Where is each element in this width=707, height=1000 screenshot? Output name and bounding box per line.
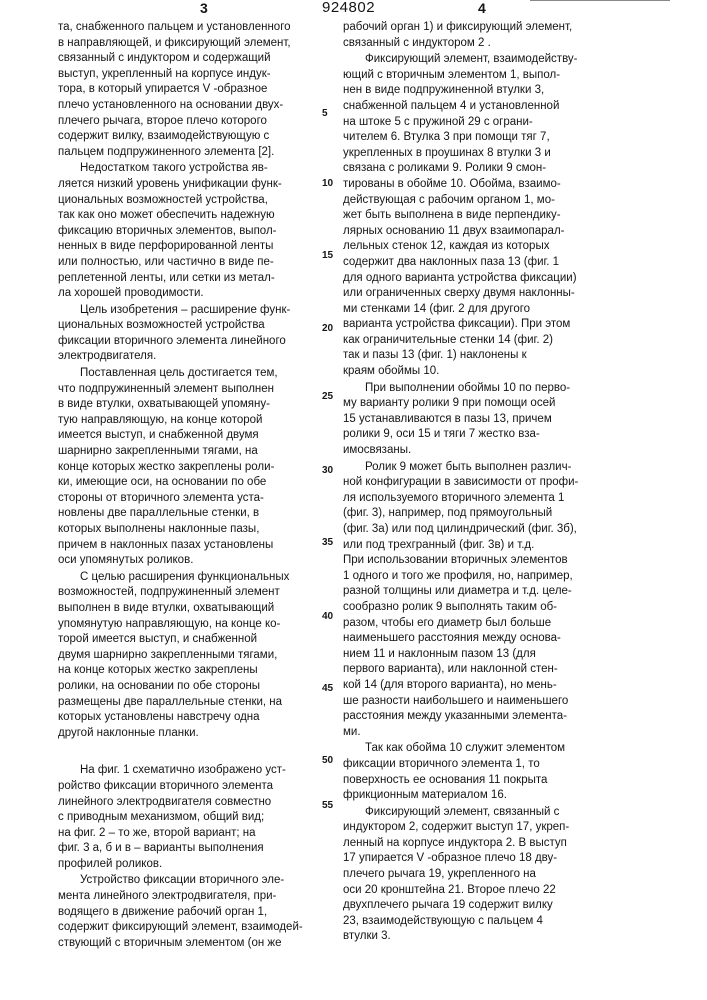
- paragraph: [58, 161, 310, 301]
- text-line: При выполнении обоймы 10 по перво-: [343, 381, 643, 397]
- text-line: пальцем подпружиненного элемента [2].: [58, 145, 310, 161]
- text-line: фиг. 3 а, б и в – варианты выполнения: [58, 841, 310, 857]
- paragraph: [343, 805, 643, 945]
- text-line: чителем 6. Втулка 3 при помощи тяг 7,: [343, 130, 643, 146]
- text-line: ленный на корпусе индуктора 2. В выступ: [343, 836, 643, 852]
- text-line: поверхность ее основания 11 покрыта: [343, 773, 643, 789]
- text-line: Так как обойма 10 служит элементом: [343, 741, 643, 757]
- text-line: ше разности наибольшего и наименьшего: [343, 694, 643, 710]
- text-line: нием 11 и наклонным пазом 13 (для: [343, 647, 643, 663]
- text-line: или под трехгранный (фиг. 3в) и т.д.: [343, 538, 643, 554]
- text-line: на конце которых жестко закреплены: [58, 663, 310, 679]
- paragraph: [343, 20, 643, 51]
- text-line: 23, взаимодействующую с пальцем 4: [343, 914, 643, 930]
- text-line: тированы в обойме 10. Обойма, взаимо-: [343, 177, 643, 193]
- text-line: Недостатком такого устройства яв-: [58, 161, 310, 177]
- text-line: стороны от вторичного элемента уста-: [58, 491, 310, 507]
- text-line: наименьшего расстояния между основа-: [343, 631, 643, 647]
- text-line: что подпружиненный элемент выполнен: [58, 382, 310, 398]
- text-line: ми.: [343, 725, 643, 741]
- text-line: в направляющей, и фиксирующий элемент,: [58, 36, 310, 52]
- text-line: рабочий орган 1) и фиксирующий элемент,: [343, 20, 643, 36]
- line-number: 30: [322, 465, 333, 477]
- text-line: содержит два наклонных паза 13 (фиг. 1: [343, 255, 643, 271]
- text-line: му варианту ролики 9 при помощи осей: [343, 396, 643, 412]
- text-line: фиксации вторичного элемента линейного: [58, 334, 310, 350]
- text-line: разом, чтобы его диаметр был больше: [343, 616, 643, 632]
- text-line: на фиг. 2 – то же, второй вариант; на: [58, 826, 310, 842]
- text-line: которых выполнены наклонные пазы,: [58, 522, 310, 538]
- text-line: плечего рычага 19, укрепленного на: [343, 867, 643, 883]
- line-number: 45: [322, 683, 333, 695]
- left-text-column: [58, 20, 310, 952]
- text-line: нен в виде подпружиненной втулки 3,: [343, 83, 643, 99]
- text-line: тора, в который упирается V -образное: [58, 82, 310, 98]
- text-line: лельных стенок 12, каждая из которых: [343, 239, 643, 255]
- text-line: плечо установленного на основании двух-: [58, 98, 310, 114]
- text-line: содержит фиксирующий элемент, взаимодей-: [58, 920, 310, 936]
- text-line: Ролик 9 может быть выполнен различ-: [343, 460, 643, 476]
- line-number: 5: [322, 108, 328, 120]
- text-line: выполнен в виде втулки, охватывающий: [58, 601, 310, 617]
- text-line: оси 20 кронштейна 21. Второе плечо 22: [343, 883, 643, 899]
- text-line: ройство фиксации вторичного элемента: [58, 779, 310, 795]
- text-line: ролики 9, оси 15 и тяги 7 жестко вза-: [343, 427, 643, 443]
- text-line: циональных возможностей устройства,: [58, 193, 310, 209]
- text-line: снабженной пальцем 4 и установленной: [343, 99, 643, 115]
- text-line: ки, имеющие оси, на основании по обе: [58, 475, 310, 491]
- paragraph: [343, 741, 643, 803]
- text-line: фиксацию вторичных элементов, выпол-: [58, 224, 310, 240]
- text-line: причем в наклонных пазах установлены: [58, 538, 310, 554]
- text-line: (фиг. 3а) или под цилиндрический (фиг. 3б),: [343, 522, 643, 538]
- text-line: 1 одного и того же профиля, но, например,: [343, 569, 643, 585]
- text-line: индуктором 2, содержит выступ 17, укреп-: [343, 820, 643, 836]
- text-line: в виде втулки, охватывающей упомяну-: [58, 397, 310, 413]
- text-line: ной конфигурации в зависимости от профи-: [343, 475, 643, 491]
- text-line: или ограниченных сверху двумя наклонны-: [343, 286, 643, 302]
- text-line: для одного варианта устройства фиксации): [343, 271, 643, 287]
- text-line: ляется низкий уровень унификации функ-: [58, 177, 310, 193]
- text-line: имосвязаны.: [343, 443, 643, 459]
- text-line: кой 14 (для второго варианта), но мень-: [343, 678, 643, 694]
- text-line: мента линейного электродвигателя, при-: [58, 889, 310, 905]
- text-line: связана с роликами 9. Ролики 9 смон-: [343, 161, 643, 177]
- text-line: та, снабженного пальцем и установленного: [58, 20, 310, 36]
- text-line: ствующий с вторичным элементом (он же: [58, 936, 310, 952]
- paragraph: [343, 381, 643, 459]
- right-text-column: [343, 20, 643, 946]
- text-line: ми стенками 14 (фиг. 2 для другого: [343, 302, 643, 318]
- text-line: сообразно ролик 9 выполнять таким об-: [343, 600, 643, 616]
- text-line: торой имеется выступ, и снабженной: [58, 632, 310, 648]
- text-line: связанный с индуктором 2 .: [343, 36, 643, 52]
- paragraph: [58, 303, 310, 365]
- text-line: 15 устанавливаются в пазы 13, причем: [343, 412, 643, 428]
- line-number: 20: [322, 323, 333, 335]
- text-line: действующая с рабочим органом 1, мо-: [343, 193, 643, 209]
- paragraph: [343, 52, 643, 379]
- text-line: новлены две параллельные стенки, в: [58, 506, 310, 522]
- text-line: лярных основанию 11 двух взаимопарал-: [343, 224, 643, 240]
- line-number: 35: [322, 537, 333, 549]
- text-line: укрепленных в проушинах 8 втулки 3 и: [343, 146, 643, 162]
- text-line: ющий с вторичным элементом 1, выпол-: [343, 68, 643, 84]
- text-line: На фиг. 1 схематично изображено уст-: [58, 763, 310, 779]
- text-line: тую направляющую, на конце которой: [58, 413, 310, 429]
- text-line: другой наклонные планки.: [58, 726, 310, 742]
- text-line: двумя шарнирно закрепленными тягами,: [58, 648, 310, 664]
- text-line: ла хорошей проводимости.: [58, 286, 310, 302]
- text-line: разной толщины или диаметра и т.д. целе-: [343, 584, 643, 600]
- text-line: реплетенной ленты, или сетки из метал-: [58, 271, 310, 287]
- text-line: конце которых жестко закреплены роли-: [58, 460, 310, 476]
- text-line: фрикционным материалом 16.: [343, 788, 643, 804]
- text-line: связанный с индуктором и содержащий: [58, 51, 310, 67]
- paragraph: [58, 570, 310, 742]
- text-line: фиксации вторичного элемента 1, то: [343, 757, 643, 773]
- text-line: ля используемого вторичного элемента 1: [343, 491, 643, 507]
- text-line: имеется выступ, и снабженной двумя: [58, 428, 310, 444]
- line-number: 55: [322, 800, 333, 812]
- document-number: 924802: [322, 0, 375, 16]
- text-line: ненных в виде перфорированной ленты: [58, 239, 310, 255]
- text-line: втулки 3.: [343, 929, 643, 945]
- text-line: плечего рычага, второе плечо которого: [58, 114, 310, 130]
- text-line: водящего в движение рабочий орган 1,: [58, 905, 310, 921]
- text-line: линейного электродвигателя совместно: [58, 795, 310, 811]
- line-number: 10: [322, 178, 333, 190]
- line-number: 50: [322, 755, 333, 767]
- text-line: профилей роликов.: [58, 857, 310, 873]
- text-line: так и пазы 13 (фиг. 1) наклонены к: [343, 348, 643, 364]
- text-line: краям обоймы 10.: [343, 364, 643, 380]
- text-line: первого варианта), или наклонной стен-: [343, 662, 643, 678]
- text-line: как ограничительные стенки 14 (фиг. 2): [343, 333, 643, 349]
- text-line: (фиг. 3), например, под прямоугольный: [343, 506, 643, 522]
- text-line: которых установлены навстречу одна: [58, 710, 310, 726]
- text-line: При использовании вторичных элементов: [343, 553, 643, 569]
- paragraph: [58, 873, 310, 951]
- text-line: упомянутую направляющую, на конце ко-: [58, 617, 310, 633]
- text-line: расстояния между указанными элемента-: [343, 709, 643, 725]
- page-number-left: 3: [200, 0, 208, 16]
- paragraph: [343, 460, 643, 741]
- text-line: Фиксирующий элемент, взаимодейству-: [343, 52, 643, 68]
- text-line: 17 упирается V -образное плечо 18 дву-: [343, 851, 643, 867]
- paragraph: [58, 20, 310, 160]
- line-number: 40: [322, 611, 333, 623]
- paragraph: [58, 763, 310, 872]
- text-line: с приводным механизмом, общий вид;: [58, 810, 310, 826]
- paragraph: [58, 366, 310, 569]
- page-number-right: 4: [478, 0, 486, 16]
- text-line: Устройство фиксации вторичного эле-: [58, 873, 310, 889]
- text-line: оси упомянутых роликов.: [58, 553, 310, 569]
- text-line: или полностью, или частично в виде пе-: [58, 255, 310, 271]
- text-line: содержит вилку, взаимодействующую с: [58, 129, 310, 145]
- text-line: так как оно может обеспечить надежную: [58, 208, 310, 224]
- text-line: выступ, укрепленный на корпусе индук-: [58, 67, 310, 83]
- text-line: Поставленная цель достигается тем,: [58, 366, 310, 382]
- text-line: на штоке 5 с пружиной 29 с ограни-: [343, 115, 643, 131]
- text-line: размещены две параллельные стенки, на: [58, 695, 310, 711]
- line-number: 15: [322, 250, 333, 262]
- text-line: возможностей, подпружиненный элемент: [58, 585, 310, 601]
- line-number: 25: [322, 391, 333, 403]
- text-line: варианта устройства фиксации). При этом: [343, 317, 643, 333]
- text-line: шарнирно закрепленными тягами, на: [58, 444, 310, 460]
- text-line: циональных возможностей устройства: [58, 318, 310, 334]
- text-line: жет быть выполнена в виде перпендику-: [343, 208, 643, 224]
- text-line: С целью расширения функциональных: [58, 570, 310, 586]
- text-line: Цель изобретения – расширение функ-: [58, 303, 310, 319]
- text-line: двухплечего рычага 19 содержит вилку: [343, 898, 643, 914]
- text-line: ролики, на основании по обе стороны: [58, 679, 310, 695]
- text-line: Фиксирующий элемент, связанный с: [343, 805, 643, 821]
- scan-edge-line: [530, 0, 670, 1]
- text-line: электродвигателя.: [58, 349, 310, 365]
